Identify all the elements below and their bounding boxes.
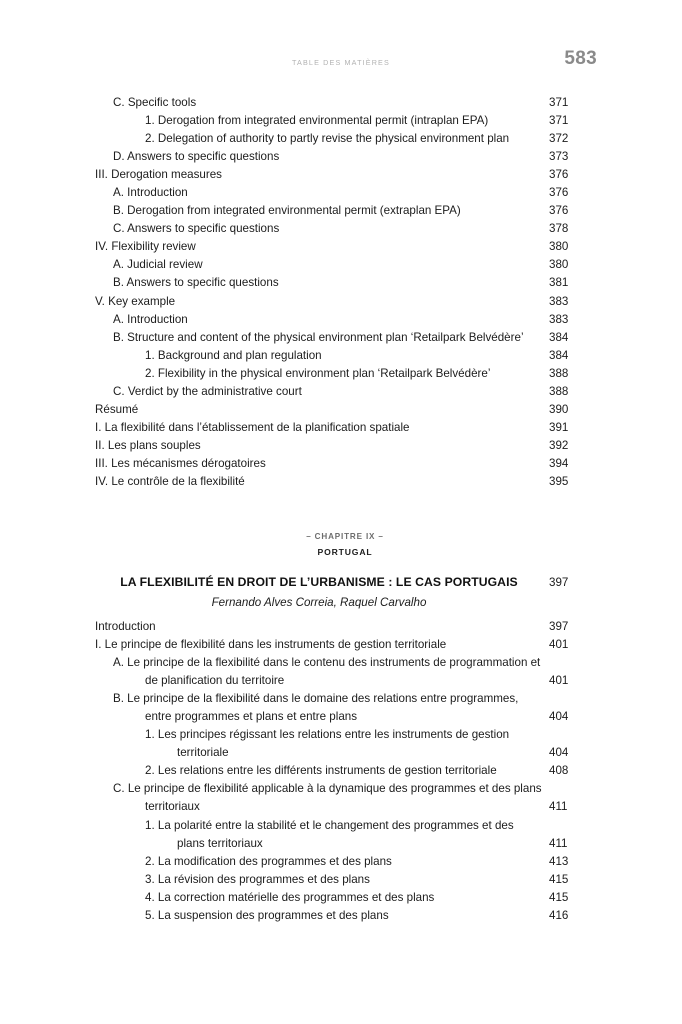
toc-entry-label: IV. Flexibility review bbox=[95, 240, 196, 254]
toc-entry-label: V. Key example bbox=[95, 294, 176, 308]
chapter-label: – CHAPITRE IX – bbox=[306, 532, 384, 541]
toc-entry-label: B. Le principe de la flexibilité dans le domaine des relations entre programmes, entre programmes et plans et entre plans bbox=[113, 692, 519, 724]
toc-entry-page-number: 384 bbox=[549, 330, 569, 344]
toc-entry-page-number: 401 bbox=[549, 674, 569, 688]
toc-entry-page-number: 384 bbox=[549, 348, 569, 362]
toc-entry-page-number: 371 bbox=[549, 114, 569, 128]
page-folio-number: 583 bbox=[564, 48, 597, 69]
toc-entry-page-number: 388 bbox=[549, 384, 569, 398]
toc-entry-label: 2. Les relations entre les différents instruments de gestion territoriale bbox=[145, 764, 497, 778]
toc-entry[interactable] bbox=[113, 220, 595, 238]
toc-entry-page-number: 390 bbox=[549, 402, 569, 416]
toc-entry-label: 3. La révision des programmes et des plans bbox=[145, 872, 370, 886]
toc-entry-label: B. Structure and content of the physical environment plan ‘Retailpark Belvédère’ bbox=[113, 330, 524, 344]
toc-entry[interactable] bbox=[113, 383, 595, 401]
toc-entry-label: I. Le principe de flexibilité dans les instruments de gestion territoriale bbox=[95, 638, 447, 652]
chapter-heading-block bbox=[95, 530, 595, 611]
toc-entry[interactable] bbox=[95, 419, 595, 437]
toc-entry-label: 1. La polarité entre la stabilité et le changement des programmes et des plans territoriaux bbox=[145, 818, 514, 850]
toc-entry-page-number: 404 bbox=[549, 746, 569, 760]
chapter-title: LA FLEXIBILITÉ EN DROIT DE L’URBANISME : LE CAS PORTUGAIS bbox=[120, 575, 518, 589]
toc-entry-label: 1. Les principes régissant les relations entre les instruments de gestion territoriale bbox=[145, 728, 510, 760]
toc-list-netherlands bbox=[95, 94, 595, 491]
toc-entry-page-number: 395 bbox=[549, 474, 569, 488]
toc-entry-page-number: 376 bbox=[549, 204, 569, 218]
toc-entry-label: 2. Delegation of authority to partly revise the physical environment plan bbox=[145, 132, 510, 146]
toc-entry-label: A. Introduction bbox=[113, 312, 188, 326]
toc-entry[interactable] bbox=[145, 907, 595, 925]
toc-entry-label: C. Answers to specific questions bbox=[113, 222, 280, 236]
chapter-title-row bbox=[95, 574, 595, 591]
toc-entry[interactable] bbox=[113, 690, 595, 726]
toc-entry-page-number: 394 bbox=[549, 456, 569, 470]
toc-entry[interactable] bbox=[113, 329, 595, 347]
toc-entry-page-number: 416 bbox=[549, 908, 569, 922]
toc-entry-label: C. Verdict by the administrative court bbox=[113, 384, 302, 398]
toc-entry-page-number: 397 bbox=[549, 620, 569, 633]
toc-entry[interactable] bbox=[113, 654, 595, 690]
toc-entry-page-number: 381 bbox=[549, 276, 569, 290]
toc-entry[interactable] bbox=[95, 293, 595, 311]
chapter-authors: Fernando Alves Correia, Raquel Carvalho bbox=[211, 596, 427, 609]
toc-entry[interactable] bbox=[113, 148, 595, 166]
toc-list-portugal bbox=[95, 618, 595, 925]
toc-entry[interactable] bbox=[113, 780, 595, 816]
toc-entry-page-number: 383 bbox=[549, 294, 569, 308]
chapter-country: PORTUGAL bbox=[317, 547, 373, 557]
toc-entry[interactable] bbox=[95, 437, 595, 455]
toc-entry-page-number: 383 bbox=[549, 312, 569, 326]
toc-entry-label: 5. La suspension des programmes et des plans bbox=[145, 908, 389, 922]
toc-entry[interactable] bbox=[95, 166, 595, 184]
toc-entry-label: B. Derogation from integrated environmental permit (extraplan EPA) bbox=[113, 204, 461, 218]
toc-entry-page-number: 411 bbox=[549, 836, 568, 850]
toc-entry[interactable] bbox=[145, 130, 595, 148]
toc-entry-page-number: 415 bbox=[549, 872, 569, 886]
toc-entry-page-number: 411 bbox=[549, 800, 568, 814]
toc-entry[interactable] bbox=[113, 94, 595, 112]
toc-entry[interactable] bbox=[145, 365, 595, 383]
running-head bbox=[0, 48, 682, 78]
toc-entry[interactable] bbox=[113, 256, 595, 274]
toc-entry-page-number: 408 bbox=[549, 764, 569, 778]
toc-entry-page-number: 376 bbox=[549, 186, 569, 200]
toc-entry-label: C. Specific tools bbox=[113, 96, 197, 109]
toc-entry[interactable] bbox=[95, 473, 595, 491]
toc-entry-page-number: 404 bbox=[549, 710, 569, 724]
toc-entry[interactable] bbox=[95, 238, 595, 256]
toc-entry-page-number: 380 bbox=[549, 258, 569, 272]
toc-entry-label: 4. La correction matérielle des programmes et des plans bbox=[145, 890, 435, 904]
toc-entry-page-number: 373 bbox=[549, 150, 569, 164]
toc-entry-page-number: 388 bbox=[549, 366, 569, 380]
toc-entry[interactable] bbox=[145, 853, 595, 871]
toc-entry-label: A. Le principe de la flexibilité dans le contenu des instruments de programmation et de planification du territoire bbox=[113, 656, 541, 688]
toc-entry-label: Introduction bbox=[95, 620, 156, 633]
toc-entry-label: I. La flexibilité dans l’établissement de la planification spatiale bbox=[95, 420, 410, 434]
toc-entry[interactable] bbox=[113, 202, 595, 220]
toc-entry-page-number: 401 bbox=[549, 638, 569, 652]
running-head-title: TABLE DES MATIÈRES bbox=[292, 58, 390, 67]
toc-entry[interactable] bbox=[145, 726, 595, 762]
toc-entry-label: 2. La modification des programmes et des plans bbox=[145, 854, 392, 868]
toc-entry[interactable] bbox=[95, 636, 595, 654]
toc-entry[interactable] bbox=[95, 455, 595, 473]
toc-entry-label: A. Judicial review bbox=[113, 258, 203, 272]
toc-entry-label: Résumé bbox=[95, 402, 139, 416]
toc-entry[interactable] bbox=[113, 184, 595, 202]
toc-entry-page-number: 391 bbox=[549, 420, 569, 434]
toc-entry[interactable] bbox=[113, 274, 595, 292]
toc-entry[interactable] bbox=[145, 347, 595, 365]
toc-entry-label: 1. Background and plan regulation bbox=[145, 348, 322, 362]
toc-entry-label: C. Le principe de flexibilité applicable à la dynamique des programmes et des plans territoriaux bbox=[113, 782, 542, 814]
toc-entry-label: B. Answers to specific questions bbox=[113, 276, 279, 290]
toc-entry-page-number: 413 bbox=[549, 854, 569, 868]
toc-entry-label: II. Les plans souples bbox=[95, 438, 201, 452]
toc-entry-label: 2. Flexibility in the physical environment plan ‘Retailpark Belvédère’ bbox=[145, 366, 491, 380]
toc-entry-page-number: 376 bbox=[549, 168, 569, 182]
toc-entry-label: A. Introduction bbox=[113, 186, 188, 200]
toc-entry-page-number: 371 bbox=[549, 96, 569, 109]
chapter-title-page-number: 397 bbox=[549, 576, 569, 589]
toc-entry-label: III. Les mécanismes dérogatoires bbox=[95, 456, 266, 470]
toc-entry-label: IV. Le contrôle de la flexibilité bbox=[95, 474, 245, 488]
toc-entry-label: D. Answers to specific questions bbox=[113, 150, 280, 164]
toc-entry[interactable] bbox=[145, 817, 595, 853]
toc-entry-label: III. Derogation measures bbox=[95, 168, 222, 182]
toc-entry-label: 1. Derogation from integrated environmental permit (intraplan EPA) bbox=[145, 114, 489, 128]
toc-entry[interactable] bbox=[145, 889, 595, 907]
toc-entry[interactable] bbox=[145, 871, 595, 889]
toc-entry-page-number: 378 bbox=[549, 222, 569, 236]
toc-entry-page-number: 372 bbox=[549, 132, 569, 146]
toc-entry[interactable] bbox=[95, 618, 595, 636]
toc-entry-page-number: 380 bbox=[549, 240, 569, 254]
toc-entry-page-number: 392 bbox=[549, 438, 569, 452]
toc-entry[interactable] bbox=[145, 112, 595, 130]
toc-entry[interactable] bbox=[113, 311, 595, 329]
toc-entry-page-number: 415 bbox=[549, 890, 569, 904]
toc-entry[interactable] bbox=[145, 762, 595, 780]
toc-entry[interactable] bbox=[95, 401, 595, 419]
